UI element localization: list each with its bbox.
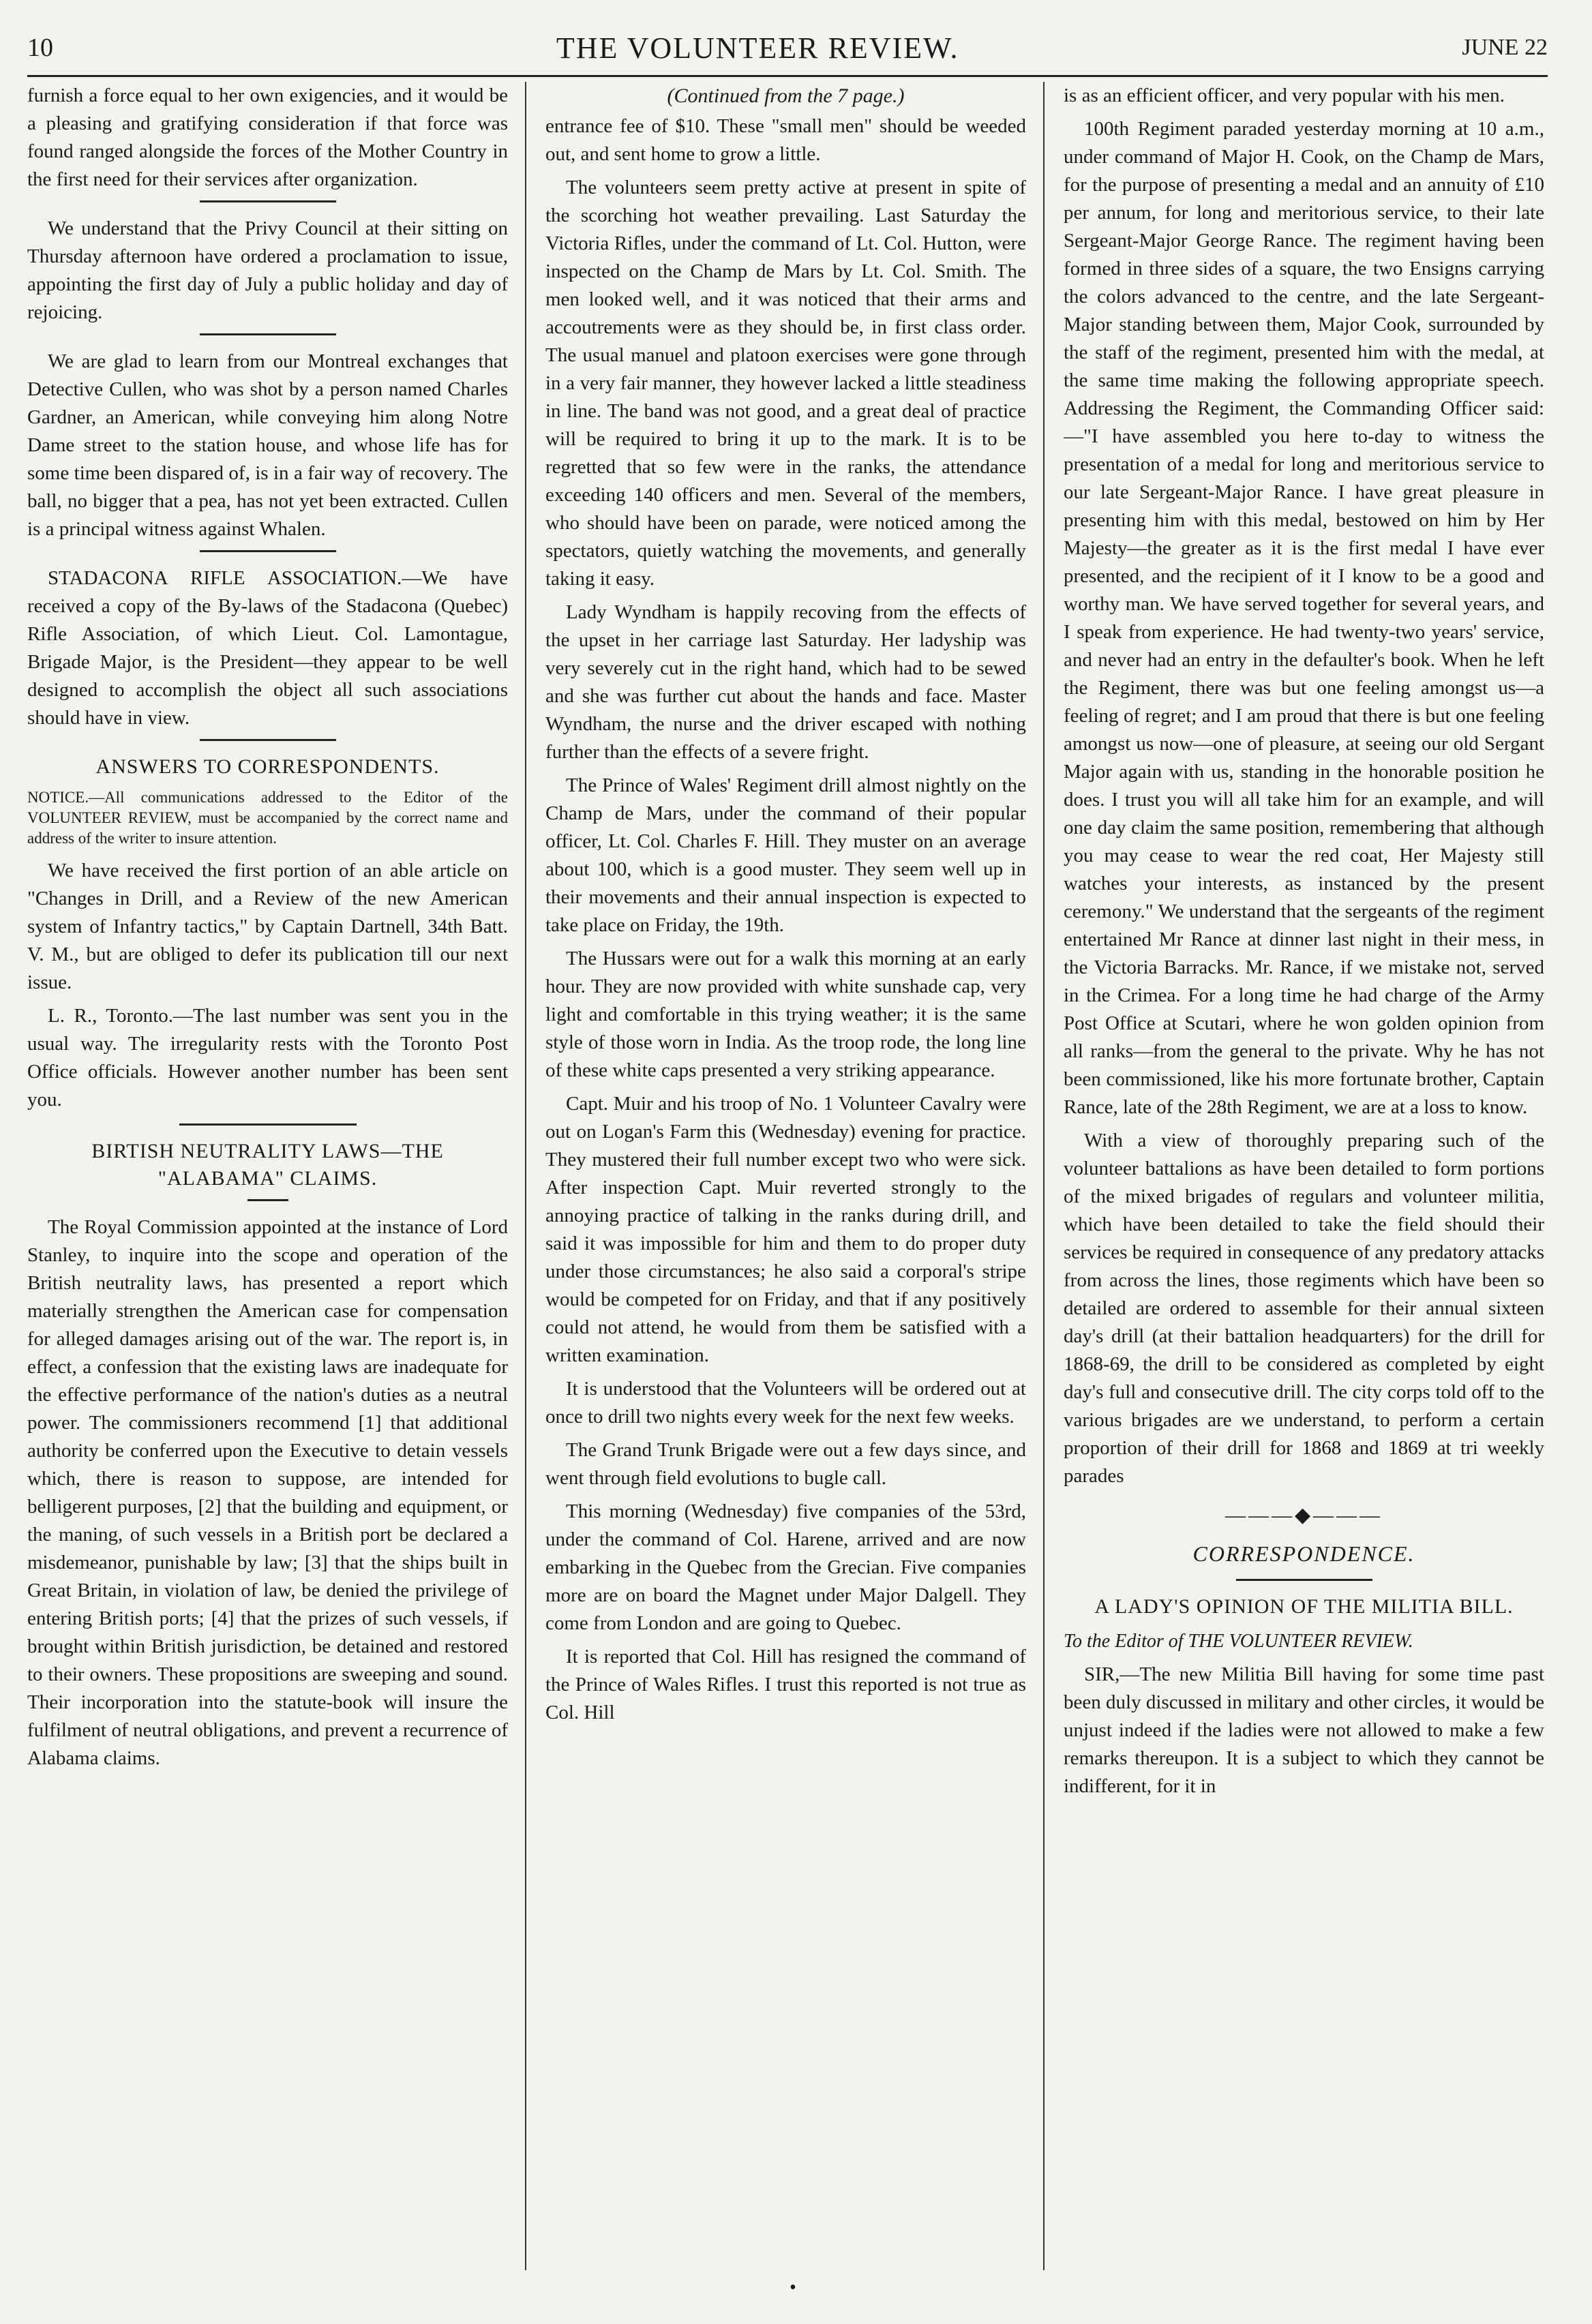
article-paragraph: We are glad to learn from our Montreal exchanges that Detective Cullen, who was shot by a person named Charles Gardner, an American, while conveying him along Notre Dame street to the station house, and whose life has for some time been dispared of, is in a fair way of recovery. The ball, no bigger that a pea, has not yet been extracted. Cullen is a principal witness against Whalen. [27, 350, 508, 540]
article-paragraph: The Grand Trunk Brigade were out a few days since, and went through field evolutions to bugle call. [545, 1439, 1026, 1489]
article-paragraph [27, 564, 508, 732]
article-paragraph: L. R., Toronto.—The last number was sent you in the usual way. The irregularity rests with the Toronto Post Office officials. However another number has been sent you. [27, 1005, 508, 1111]
separator-rule [200, 550, 336, 552]
article-paragraph: With a view of thoroughly preparing such of the volunteer battalions as have been detailed to form portions of the mixed brigades of regulars and volunteer militia, which have been detailed to take the field should their services be required in consequence of any predatory attacks from across the lines, those regiments which have been so detailed are ordered to assemble for their annual sixteen day's drill (at their battalion headquarters) for the drill for 1868-69, the drill to be considered as completed by eight day's full and consecutive drill. The city corps told off to the various brigades are we understand, to perform a certain proportion of their drill for 1868 and 1869 at tri weekly parades [1064, 1130, 1544, 1487]
print-mark: • [790, 2277, 796, 2298]
article-paragraph: 100th Regiment paraded yesterday morning at 10 a.m., under command of Major H. Cook, on the Champ de Mars, for the purpose of presenting a medal and an annuity of £10 per annum, for long and meritorious service, to their late Sergeant-Major George Rance. The regiment having been formed in three sides of a square, the two Ensigns carrying the colors advanced to the centre, and the late Sergeant-Major standing between them, Major Cook, surrounded by the staff of the regiment, presented him with the medal, at the same time making the following appropriate speech. Addressing the Regiment, the Commanding Officer said:—"I have assembled you here to-day to witness the presentation of a medal for long and meritorious service to our late Sergeant-Major Rance. I have great pleasure in presenting him with this medal, bestowed on him by Her Majesty—the greater as it is the first medal I have ever presented, and the recipient of it I know to be a good and worthy man. We have served together for several years, and I speak from experience. He had twenty-two years' service, and never had an entry in the defaulter's book. When he left the Regiment, there was but one feeling amongst us—a feeling of regret; and I am proud that there is but one feeling amongst us now—one of pleasure, at seeing our old Sergant Major again with us, standing in the honorable position he does. I trust you will all take him for an example, and will one day claim the same position, remembering that although you may cease to wear the red coat, Her Majesty still watches your interests, as instanced by the present ceremony." We understand that the sergeants of the regiment entertained Mr Rance at dinner last night in their mess, in the Victoria Barracks. Mr. Rance, if we mistake not, served in the Crimea. For a long time he had charge of the Army Post Office at Scutari, where he won golden opinion from all ranks—from the general to the private. Why he has not been commissioned, like his more fortunate brother, Captain Rance, late of the 28th Regiment, we are at a loss to know. [1064, 118, 1544, 1118]
column-rule [1043, 82, 1045, 2270]
item-lead: STADACONA RIFLE ASSOCIATION. [48, 567, 402, 589]
separator-rule [247, 1199, 288, 1201]
article-paragraph: This morning (Wednesday) five companies of the 53rd, under the command of Col. Harene, arrived and are now embarking in the Quebec from the Grecian. Five companies more are on board the Magnet under Major Dalgell. They come from London and are going to Quebec. [545, 1500, 1026, 1634]
section-heading: ANSWERS TO CORRESPONDENTS. [95, 755, 440, 778]
article-paragraph: is as an efficient officer, and very popular with his men. [1064, 85, 1505, 106]
column-2 [545, 82, 1026, 2270]
column-1 [27, 82, 508, 2270]
article-paragraph: We have received the first portion of an able article on "Changes in Drill, and a Review of the new American system of Infantry tactics," by Captain Dartnell, 34th Batt. V. M., but are obliged to defer its publication till our next issue. [27, 860, 508, 993]
issue-date: JUNE 22 [1462, 35, 1548, 60]
article-paragraph: entrance fee of $10. These "small men" should be weeded out, and sent home to grow a little. [545, 115, 1026, 165]
column-rule [525, 82, 526, 2270]
article-paragraph: Capt. Muir and his troop of No. 1 Volunteer Cavalry were out on Logan's Farm this (Wednesday) evening for practice. They mustered their full number except two who were sick. After inspection Capt. Muir reverted strongly to the annoying practice of talking in the ranks during drill, and said it was impossible for him and them to do proper duty under those circumstances; he also said a corporal's stripe would be competed for on Friday, and that if any positively could not attend, he would from them be satisfied with a written examination. [545, 1093, 1026, 1366]
notice-text: NOTICE.—All communications addressed to the Editor of the VOLUNTEER REVIEW, must be accompanied by the correct name and address of the writer to insure attention. [27, 789, 508, 847]
separator-rule [1236, 1579, 1372, 1581]
article-paragraph: Lady Wyndham is happily recoving from the effects of the upset in her carriage last Saturday. Her ladyship was very severely cut in the right hand, which had to be sewed and she was further cut about the hands and face. Master Wyndham, the nurse and the driver escaped with nothing further than the effects of a severe fright. [545, 601, 1026, 763]
section-heading: BIRTISH NEUTRALITY LAWS—THE "ALABAMA" CLAIMS. [91, 1140, 444, 1190]
article-paragraph: The volunteers seem pretty active at present in spite of the scorching hot weather prevailing. Last Saturday the Victoria Rifles, under the command of Lt. Col. Hutton, were inspected on the Champ de Mars by Lt. Col. Smith. The men looked well, and it was noticed that their arms and accoutrements were as they should be, in first class order. The usual manuel and platoon exercises were gone through in a very fair manner, they however lacked a little steadiness in line. The band was not good, and a great deal of practice will be required to bring it up to the mark. It is to be regretted that so few were in the ranks, the attendance exceeding 140 officers and men. Several of the members, who should have been on parade, were noticed among the spectators, quietly watching the movements, and generally taking it easy. [545, 177, 1026, 590]
separator-rule [200, 200, 336, 202]
letter-salutation: To the Editor of THE VOLUNTEER REVIEW. [1064, 1631, 1413, 1652]
article-paragraph: The Royal Commission appointed at the instance of Lord Stanley, to inquire into the scope and operation of the British neutrality laws, has presented a report which materially strengthen the American case for compensation for alleged damages arising out of the war. The report is, in effect, a confession that the existing laws are inadequate for the effective performance of the nation's duties as a neutral power. The commissioners recommend [1] that additional authority be conferred upon the Executive to detain vessels which, there is reason to suppose, are intended for belligerent purposes, [2] that the building and equipment, or the maning, of such vessels in a British port be declared a misdemeanor, punishable by law; [3] that the ships built in Great Britain, in violation of law, be denied the privilege of entering British ports; [4] that the prizes of such vessels, if brought within British jurisdiction, be detained and restored to their owners. These propositions are sweeping and sound. Their incorporation into the statute-book will insure the fulfilment of neutral obligations, and prevent a recurrence of Alabama claims. [27, 1216, 508, 1769]
ornament-divider: ———◆——— [1225, 1504, 1383, 1526]
article-paragraph: The Prince of Wales' Regiment drill almost nightly on the Champ de Mars, under the command of their popular officer, Lt. Col. Charles F. Hill. They muster on an average about 100, which is a good muster. They seem well up in their movements and their annual inspection is expected to take place on Friday, the 19th. [545, 774, 1026, 936]
separator-rule [179, 1123, 357, 1126]
separator-rule [200, 739, 336, 741]
continued-note: (Continued from the 7 page.) [667, 85, 905, 107]
article-paragraph: furnish a force equal to her own exigencies, and it would be a pleasing and gratifying consideration if that force was found ranged alongside the forces of the Mother Country in the first need for their services after organization. [27, 85, 508, 190]
separator-rule [200, 333, 336, 335]
article-paragraph: The Hussars were out for a walk this morning at an early hour. They are now provided with white sunshade cap, very light and comfortable in this trying weather; it is the same style of those worn in India. As the troop rode, the long line of these white caps presented a very striking appearance. [545, 948, 1026, 1081]
letter-heading: A LADY'S OPINION OF THE MILITIA BILL. [1094, 1595, 1514, 1618]
section-heading: CORRESPONDENCE. [1192, 1541, 1415, 1566]
page-number: 10 [27, 33, 53, 62]
masthead-title: THE VOLUNTEER REVIEW. [556, 31, 959, 65]
article-paragraph: It is understood that the Volunteers will be ordered out at once to drill two nights every week for the next few weeks. [545, 1378, 1026, 1428]
article-paragraph: We understand that the Privy Council at their sitting on Thursday afternoon have ordered a proclamation to issue, appointing the first day of July a public holiday and day of rejoicing. [27, 217, 508, 323]
column-3 [1064, 82, 1544, 2270]
article-paragraph: It is reported that Col. Hill has resigned the command of the Prince of Wales Rifles. I trust this reported is not true as Col. Hill [545, 1646, 1026, 1723]
article-paragraph: SIR,—The new Militia Bill having for some time past been duly discussed in military and other circles, it would be unjust indeed if the ladies were not allowed to make a few remarks thereupon. It is a subject to which they cannot be indifferent, for it in [1064, 1663, 1544, 1797]
item-body: —We have received a copy of the By-laws of the Stadacona (Quebec) Rifle Association, of which Lieut. Col. Lamontague, Brigade Major, is the President—they appear to be well designed to accomplish the object all such associations should have in view. [27, 567, 508, 729]
page-header [27, 20, 1548, 77]
